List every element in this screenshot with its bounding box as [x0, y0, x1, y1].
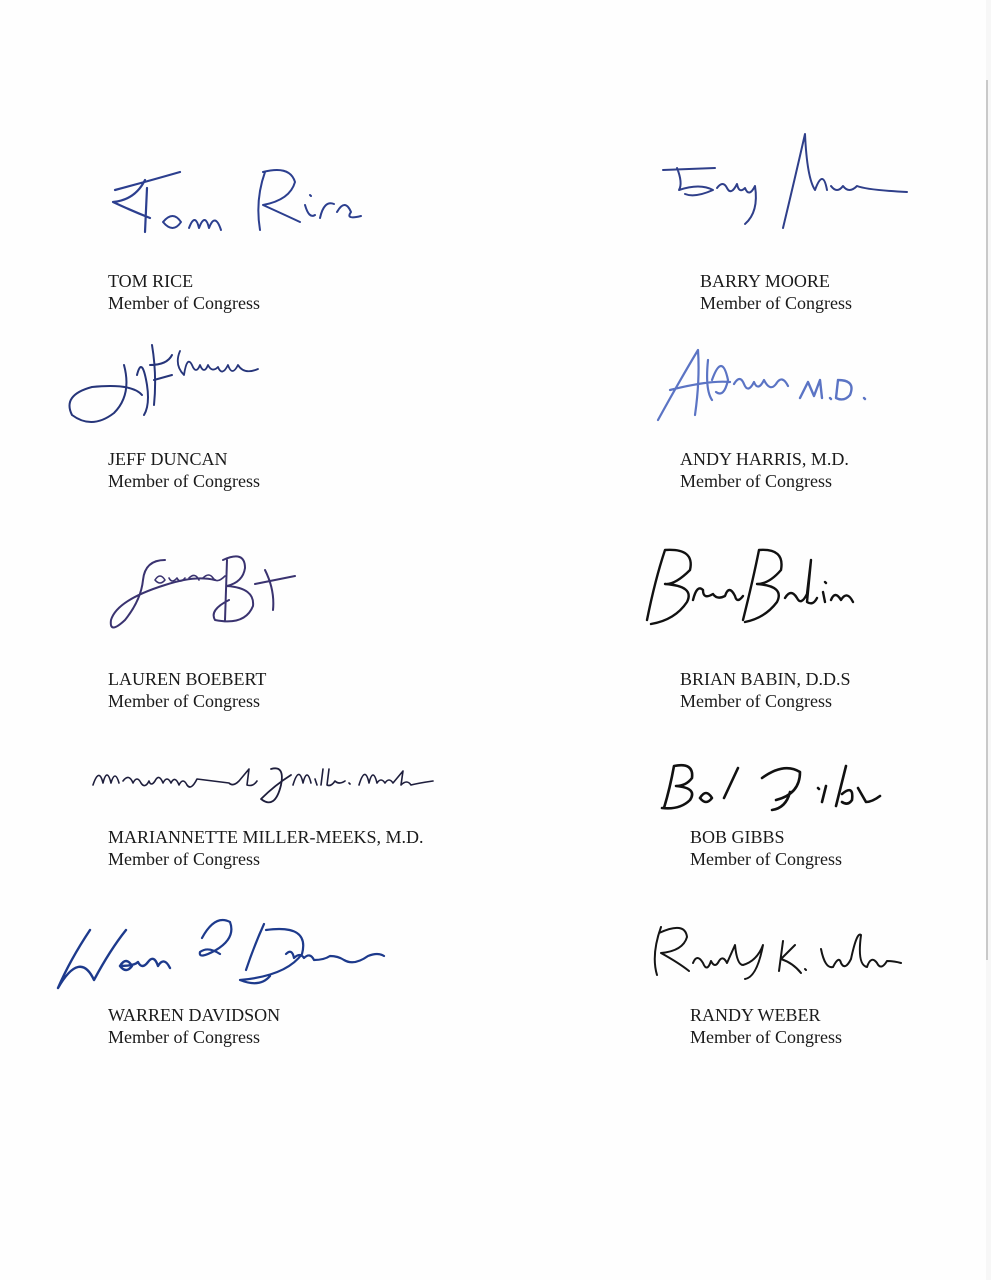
signature-randy-weber: [645, 915, 905, 990]
signatory-title: Member of Congress: [690, 849, 842, 869]
signatory-title: Member of Congress: [108, 471, 260, 491]
signatory-block-andy-harris: [680, 448, 849, 492]
signatory-name: JEFF DUNCAN: [108, 449, 228, 469]
signatory-name: BRIAN BABIN, D.D.S: [680, 669, 851, 689]
signatory-title: Member of Congress: [680, 691, 832, 711]
signatory-name: TOM RICE: [108, 271, 194, 291]
signatory-name: WARREN DAVIDSON: [108, 1005, 281, 1025]
signatory-name: LAUREN BOEBERT: [108, 669, 267, 689]
signature-lauren-boebert: [105, 540, 325, 640]
signature-tom-rice: [105, 160, 350, 245]
signatory-title: Member of Congress: [108, 691, 260, 711]
signatory-title: Member of Congress: [700, 293, 852, 313]
signatory-title: Member of Congress: [690, 1027, 842, 1047]
signature-brian-babin: [635, 540, 865, 635]
signatory-block-mariannette-miller-meeks: [108, 826, 423, 870]
signatory-name: BOB GIBBS: [690, 827, 785, 847]
signatory-block-lauren-boebert: [108, 668, 266, 712]
signatory-name: ANDY HARRIS, M.D.: [680, 449, 849, 469]
signature-barry-moore: [655, 128, 915, 238]
signatory-name: MARIANNETTE MILLER-MEEKS, M.D.: [108, 827, 424, 847]
signature-jeff-duncan: [62, 335, 262, 435]
signatory-title: Member of Congress: [108, 1027, 260, 1047]
signature-andy-harris: [650, 340, 890, 430]
signatory-block-warren-davidson: [108, 1004, 280, 1048]
signatory-title: Member of Congress: [108, 293, 260, 313]
signatory-title: Member of Congress: [108, 849, 260, 869]
signatory-block-bob-gibbs: [690, 826, 842, 870]
signatory-title: Member of Congress: [680, 471, 832, 491]
signatory-name: RANDY WEBER: [690, 1005, 821, 1025]
signatory-block-brian-babin: [680, 668, 851, 712]
signature-mariannette-miller-meeks: [85, 755, 455, 815]
signatory-block-jeff-duncan: [108, 448, 260, 492]
signature-bob-gibbs: [650, 758, 900, 820]
signatory-block-tom-rice: [108, 270, 260, 314]
page-edge-shadow: [986, 80, 988, 960]
signatory-name: BARRY MOORE: [700, 271, 830, 291]
signatory-block-randy-weber: [690, 1004, 842, 1048]
signature-warren-davidson: [50, 910, 400, 1000]
signatory-block-barry-moore: [700, 270, 852, 314]
